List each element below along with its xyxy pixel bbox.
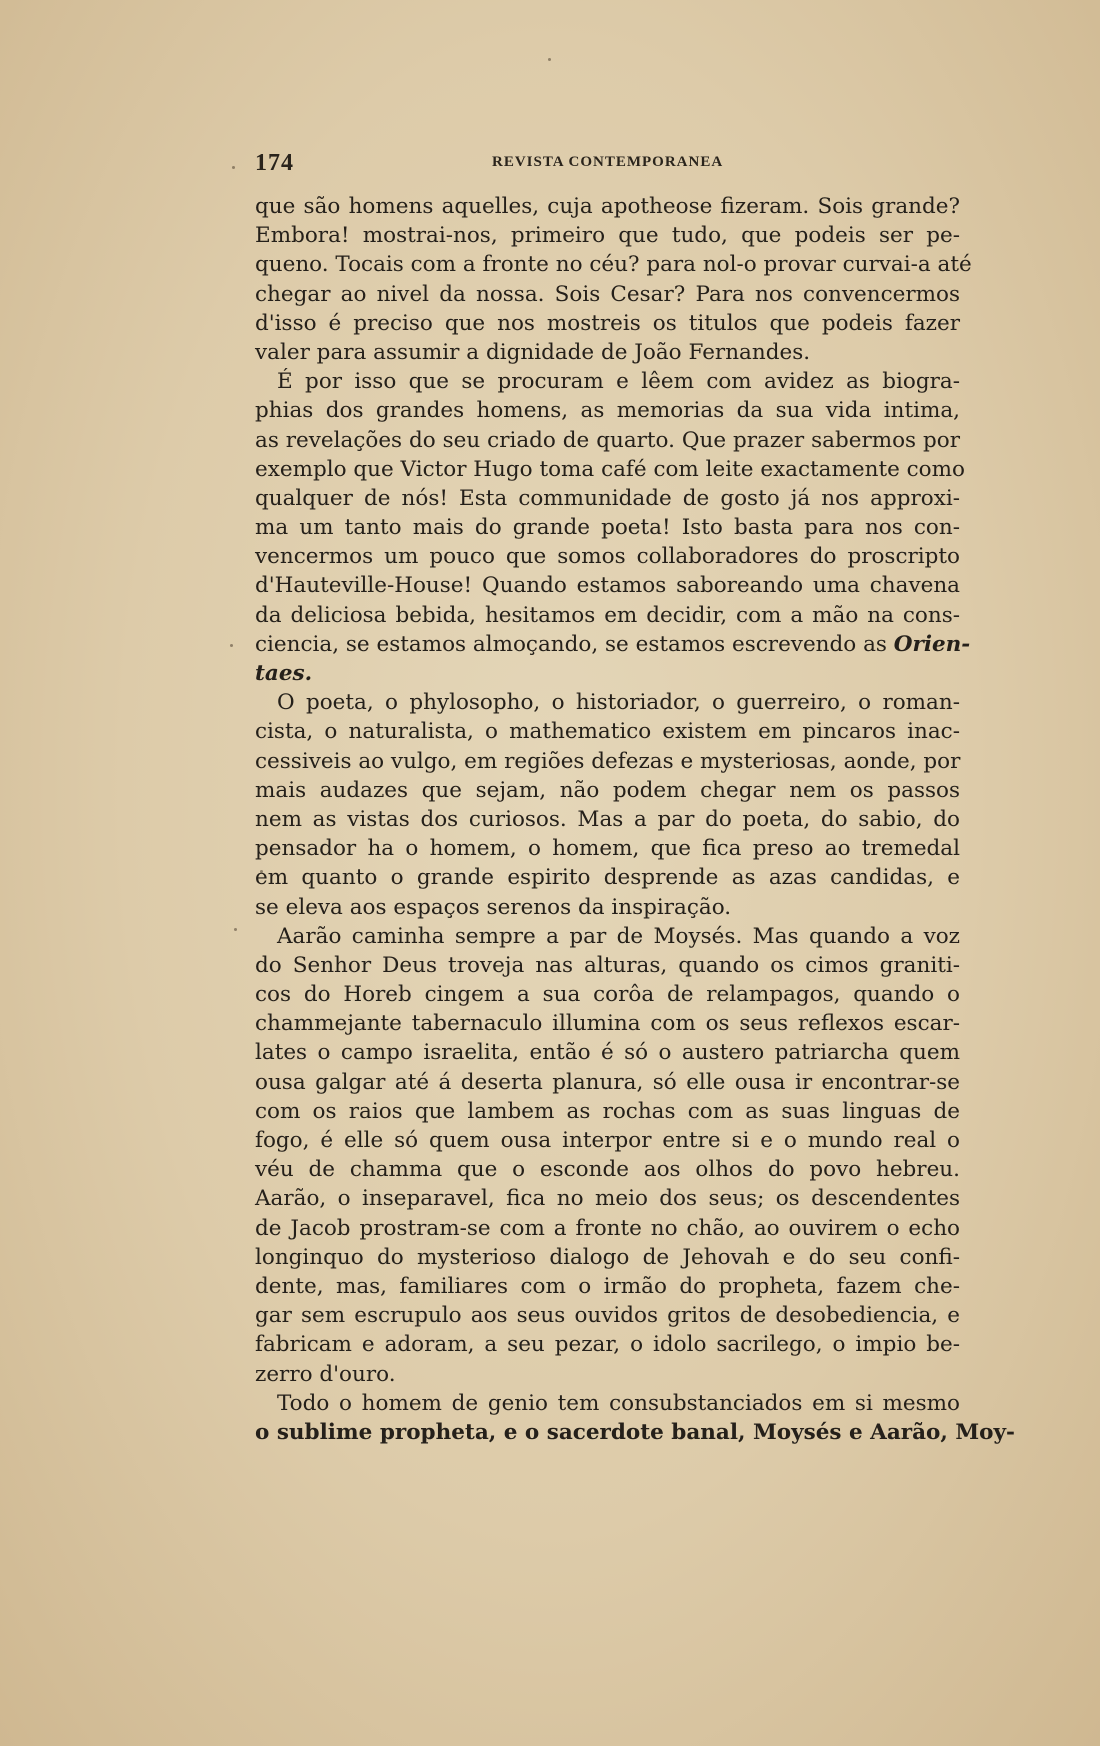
- text-line: cos do Horeb cingem a sua corôa de relampagos, quando o: [255, 982, 960, 1008]
- text-line: chammejante tabernaculo illumina com os seus reflexos escar-: [255, 1011, 960, 1037]
- text-line: ma um tanto mais do grande poeta! Isto basta para nos con-: [255, 515, 960, 541]
- text-line: Todo o homem de genio tem consubstanciados em si mesmo: [277, 1390, 960, 1416]
- italic-title-fragment: Orien-: [893, 631, 971, 657]
- text-line: chegar ao nivel da nossa. Sois Cesar? Para nos convencermos: [255, 281, 960, 307]
- text-line: da deliciosa bebida, hesitamos em decidir, com a mão na cons-: [255, 602, 960, 628]
- text-line: que são homens aquelles, cuja apotheose fizeram. Sois grande?: [255, 194, 960, 219]
- text-line: [255, 659, 960, 688]
- text-line: gar sem escrupulo aos seus ouvidos gritos de desobediencia, e: [255, 1303, 960, 1329]
- text-line: pensador ha o homem, o homem, que fica preso ao tremedal: [255, 836, 960, 862]
- text-line: O poeta, o phylosopho, o historiador, o guerreiro, o roman-: [277, 690, 960, 716]
- text-line: as revelações do seu criado de quarto. Que prazer sabermos por: [255, 427, 960, 453]
- text-line: d'isso é preciso que nos mostreis os titulos que podeis fazer: [255, 310, 960, 336]
- paper-speck: [234, 928, 237, 931]
- text-line: véu de chamma que o esconde aos olhos do povo hebreu.: [255, 1157, 960, 1183]
- text-line-with-italic: [255, 630, 971, 659]
- paper-speck: [230, 644, 233, 647]
- text-line: É por isso que se procuram e lêem com avidez as biogra-: [277, 369, 960, 395]
- text-line: nem as vistas dos curiosos. Mas a par do poeta, do sabio, do: [255, 806, 960, 832]
- body-text: [255, 192, 1015, 1447]
- text-line: fogo, é elle só quem ousa interpor entre si e o mundo real o: [255, 1128, 960, 1153]
- text-line: vencermos um pouco que somos collaboradores do proscripto: [255, 544, 960, 570]
- text-line: o sublime propheta, e o sacerdote banal, Moysés e Aarão, Moy-: [255, 1419, 1015, 1445]
- running-head: [255, 150, 965, 174]
- text-fragment: ciencia, se estamos almoçando, se estamos escrevendo as: [255, 631, 887, 657]
- text-line: do Senhor Deus troveja nas alturas, quando os cimos graniti-: [255, 952, 960, 978]
- journal-title: REVISTA CONTEMPORANEA: [492, 154, 724, 170]
- text-line: lates o campo israelita, então é só o austero patriarcha quem: [255, 1040, 960, 1066]
- text-line: ousa galgar até á deserta planura, só elle ousa ir encontrar-se: [255, 1069, 960, 1095]
- paper-speck: [232, 166, 235, 169]
- text-line: d'Hauteville-House! Quando estamos saboreando uma chavena: [255, 573, 960, 599]
- paper-speck: [548, 58, 551, 61]
- text-line: mais audazes que sejam, não podem chegar nem os passos: [255, 777, 960, 803]
- text-line: em quanto o grande espirito desprende as azas candidas, e: [255, 865, 960, 891]
- text-line: phias dos grandes homens, as memorias da sua vida intima,: [255, 398, 960, 424]
- text-line: longinquo do mysterioso dialogo de Jehovah e do seu confi-: [255, 1244, 960, 1270]
- text-line: cista, o naturalista, o mathematico existem em pincaros inac-: [255, 719, 960, 745]
- italic-title-fragment: taes.: [255, 661, 313, 686]
- text-line: Aarão, o inseparavel, fica no meio dos seus; os descendentes: [255, 1186, 960, 1212]
- text-line: cessiveis ao vulgo, em regiões defezas e mysteriosas, aonde, por: [255, 748, 961, 774]
- text-line: de Jacob prostram-se com a fronte no chão, ao ouvirem o echo: [255, 1215, 960, 1241]
- text-line: queno. Tocais com a fronte no céu? para nol-o provar curvai-a até: [255, 252, 972, 278]
- text-line: qualquer de nós! Esta communidade de gosto já nos approxi-: [255, 485, 960, 511]
- text-line: dente, mas, familiares com o irmão do propheta, fazem che-: [255, 1273, 960, 1299]
- text-line: zerro d'ouro.: [255, 1361, 396, 1387]
- text-line: Embora! mostrai-nos, primeiro que tudo, que podeis ser pe-: [255, 223, 960, 249]
- text-line: fabricam e adoram, a seu pezar, o idolo sacrilego, o impio be-: [255, 1332, 960, 1358]
- page-number: 174: [255, 150, 294, 176]
- text-line: exemplo que Victor Hugo toma café com leite exactamente como: [255, 456, 965, 482]
- text-line: Aarão caminha sempre a par de Moysés. Mas quando a voz: [277, 923, 960, 949]
- text-line: com os raios que lambem as rochas com as suas linguas de: [255, 1098, 960, 1124]
- text-line: se eleva aos espaços serenos da inspiração.: [255, 894, 732, 920]
- text-line: valer para assumir a dignidade de João Fernandes.: [255, 339, 811, 365]
